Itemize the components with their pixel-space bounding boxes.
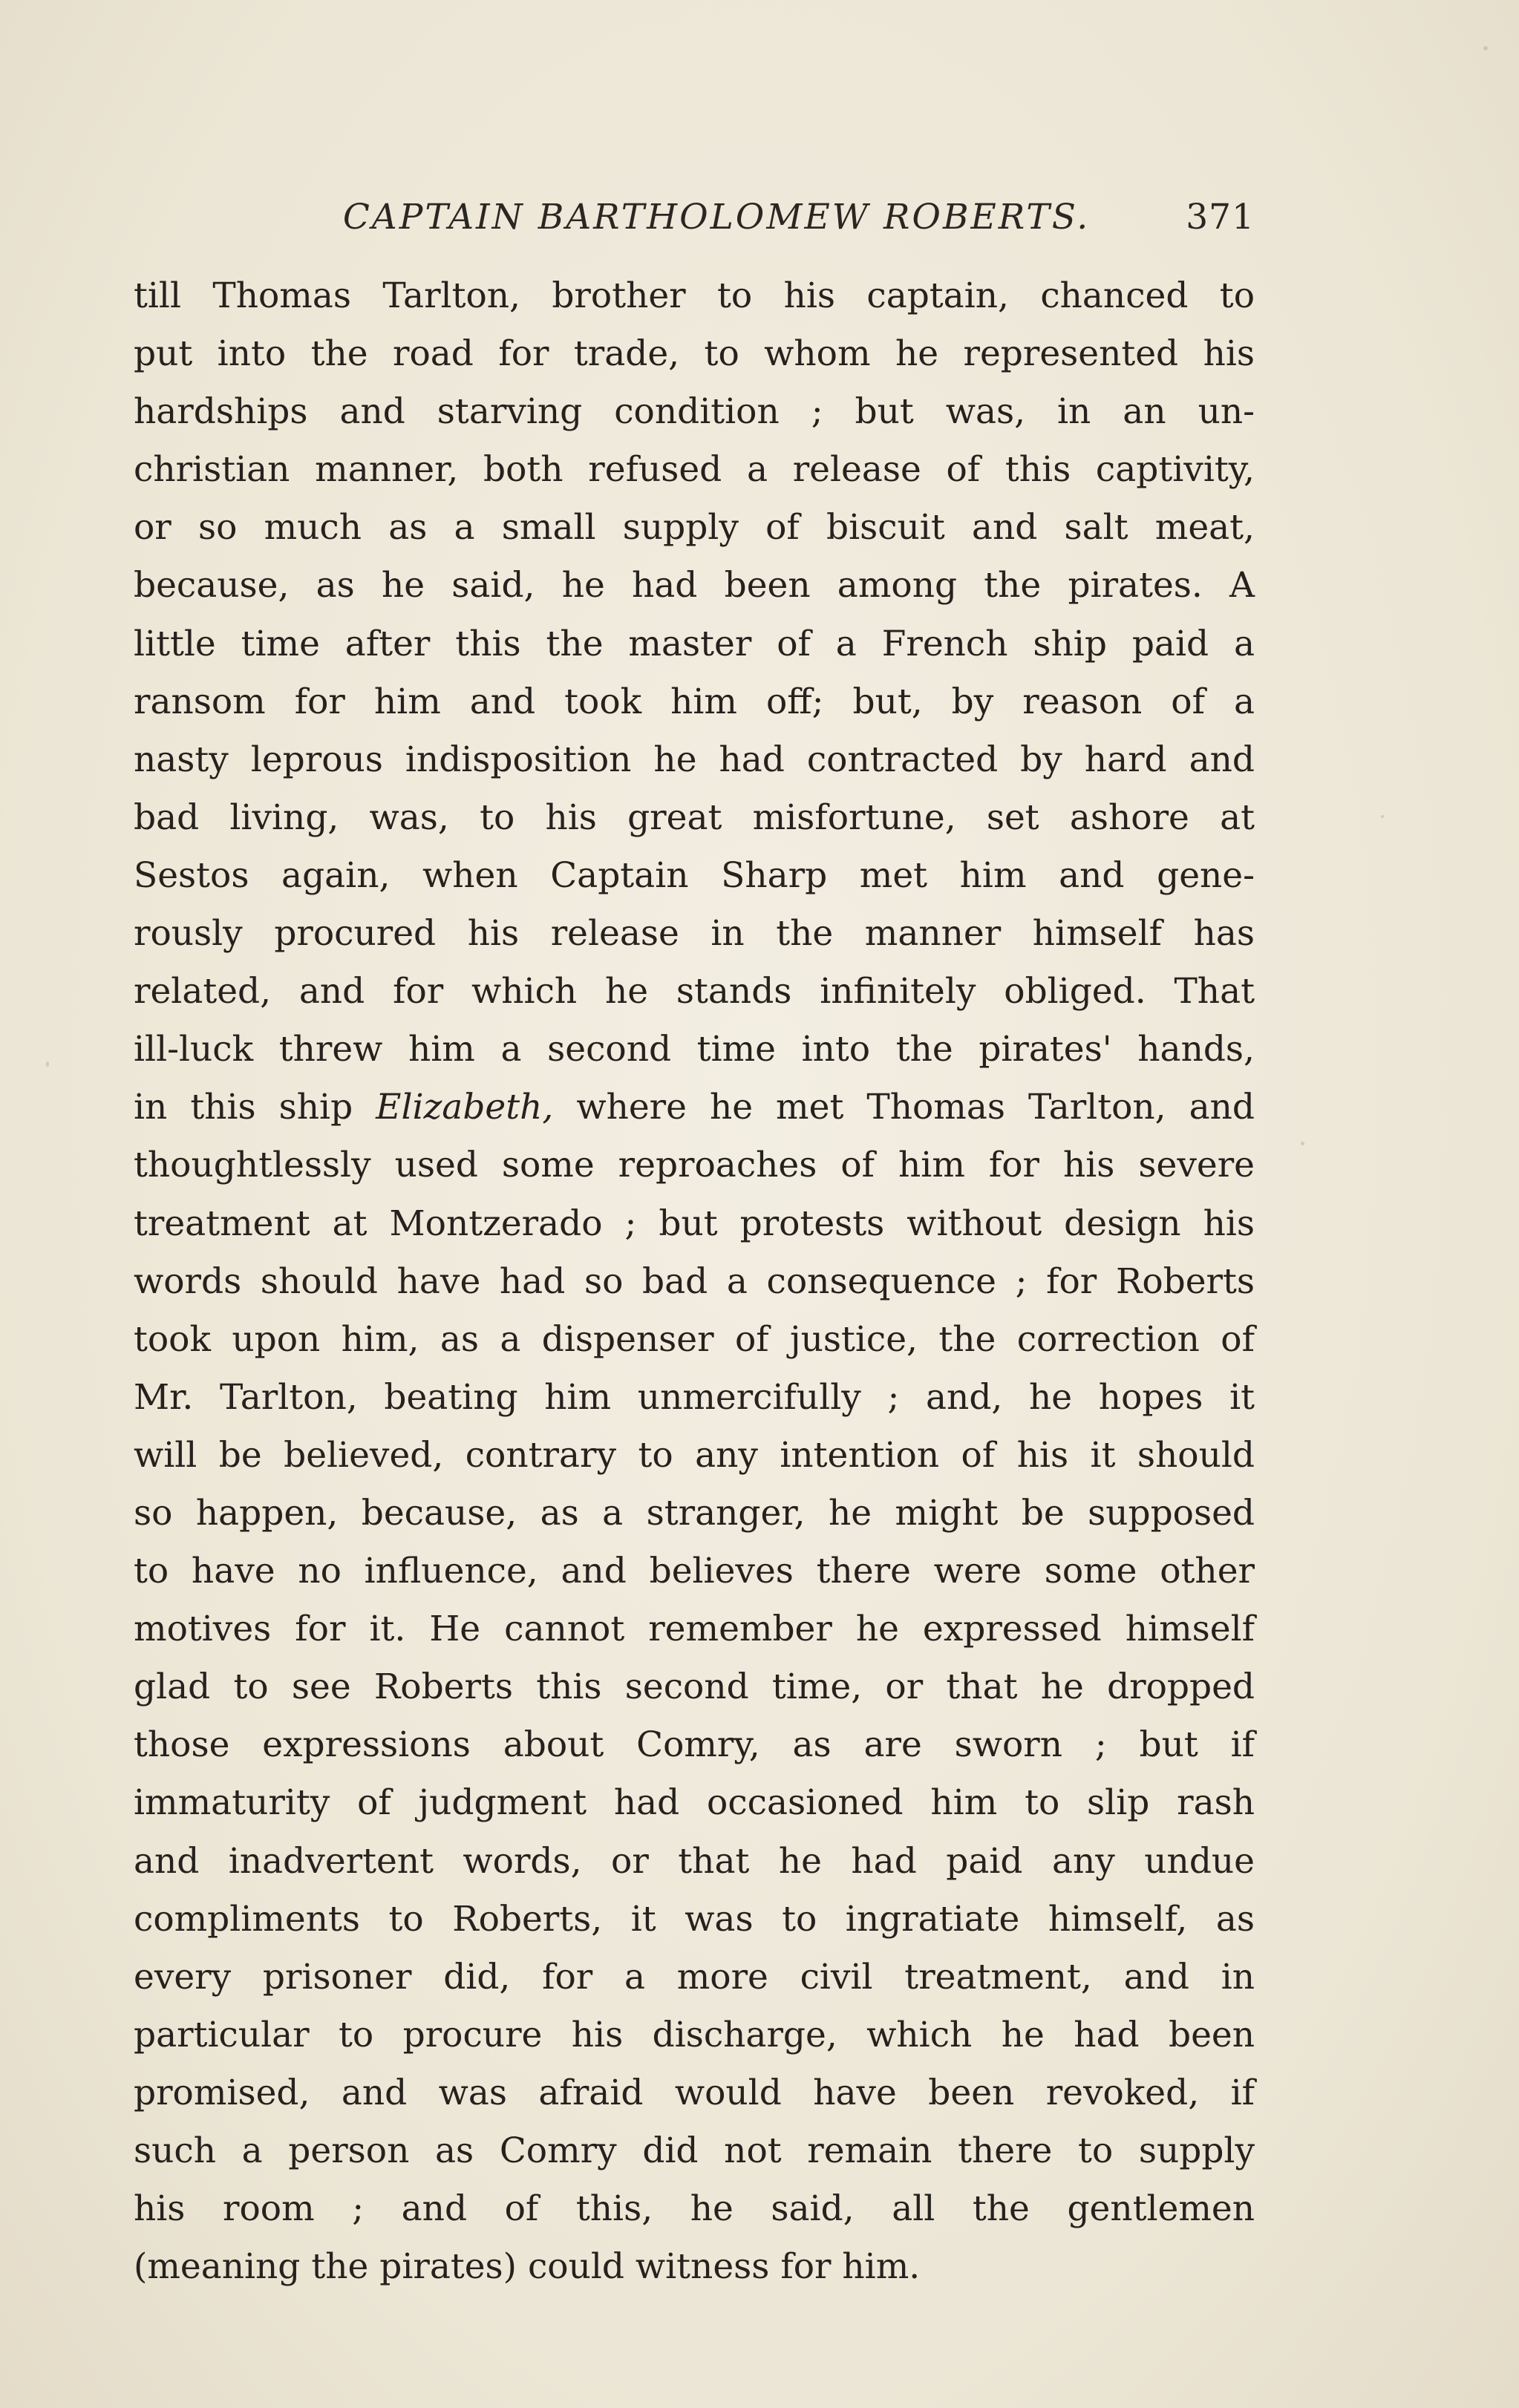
text-line: so happen, because, as a stranger, he might be supposed xyxy=(134,1492,1255,1534)
text-line: took upon him, as a dispenser of justice, the correction of xyxy=(134,1318,1255,1360)
page-number: 371 xyxy=(1186,197,1255,238)
text-line: or so much as a small supply of biscuit and salt meat, xyxy=(134,507,1255,549)
text-line-last: (meaning the pirates) could witness for him. xyxy=(134,2246,921,2288)
text-line: immaturity of judgment had occasioned him to slip rash xyxy=(134,1782,1255,1824)
text-line: motives for it. He cannot remember he expressed himself xyxy=(134,1609,1255,1650)
text-line: to have no influence, and believes there were some other xyxy=(134,1551,1255,1592)
text-line: Sestos again, when Captain Sharp met him and gene- xyxy=(134,854,1255,896)
text-line: because, as he said, he had been among the pirates. A xyxy=(134,565,1255,606)
text-line: promised, and was afraid would have been revoked, if xyxy=(134,2072,1255,2113)
text-line: thoughtlessly used some reproaches of him for his severe xyxy=(134,1145,1255,1186)
text-segment: where he met Thomas Tarlton, and xyxy=(553,1087,1255,1128)
text-line: ransom for him and took him off; but, by reason of a xyxy=(134,681,1255,722)
text-line: rously procured his release in the manner himself has xyxy=(134,913,1255,955)
text-line: nasty leprous indisposition he had contracted by hard and xyxy=(134,739,1255,780)
text-line: related, and for which he stands infinitely obliged. That xyxy=(134,971,1255,1012)
paper-speck xyxy=(1483,46,1488,50)
text-line: till Thomas Tarlton, brother to his captain, chanced to xyxy=(134,275,1255,316)
text-line: such a person as Comry did not remain there to supply xyxy=(134,2130,1255,2171)
text-line: his room ; and of this, he said, all the gentlemen xyxy=(134,2188,1255,2230)
paper-speck xyxy=(1381,815,1384,818)
text-line: and inadvertent words, or that he had paid any undue xyxy=(134,1840,1255,1882)
text-line: particular to procure his discharge, which he had been xyxy=(134,2014,1255,2055)
text-line-with-italic xyxy=(134,1079,1255,1136)
text-segment: in this ship xyxy=(134,1087,376,1128)
text-line: hardships and starving condition ; but was, in an un- xyxy=(134,391,1255,433)
text-line: compliments to Roberts, it was to ingratiate himself, as xyxy=(134,1898,1255,1940)
text-line: little time after this the master of a French ship paid a xyxy=(134,623,1255,664)
text-line: ill-luck threw him a second time into the pirates' hands, xyxy=(134,1029,1255,1070)
text-line: Mr. Tarlton, beating him unmercifully ; and, he hopes it xyxy=(134,1376,1255,1418)
text-line: will be believed, contrary to any intention of his it should xyxy=(134,1434,1255,1476)
text-line: bad living, was, to his great misfortune, set ashore at xyxy=(134,796,1255,838)
ship-name-italic: Elizabeth, xyxy=(376,1087,554,1128)
text-line: christian manner, both refused a release of this captivity, xyxy=(134,449,1255,491)
running-header xyxy=(134,192,1255,243)
text-line: those expressions about Comry, as are sworn ; but if xyxy=(134,1724,1255,1766)
text-line: treatment at Montzerado ; but protests without design his xyxy=(134,1203,1255,1244)
text-line: glad to see Roberts this second time, or that he dropped xyxy=(134,1666,1255,1708)
body-text xyxy=(134,267,1255,2296)
running-title: CAPTAIN BARTHOLOMEW ROBERTS. xyxy=(342,197,1091,238)
paper-speck xyxy=(1301,1142,1304,1145)
text-line: put into the road for trade, to whom he represented his xyxy=(134,333,1255,375)
text-line: every prisoner did, for a more civil treatment, and in xyxy=(134,1956,1255,1998)
paper-speck xyxy=(46,1061,49,1067)
text-line: words should have had so bad a consequence ; for Roberts xyxy=(134,1260,1255,1302)
